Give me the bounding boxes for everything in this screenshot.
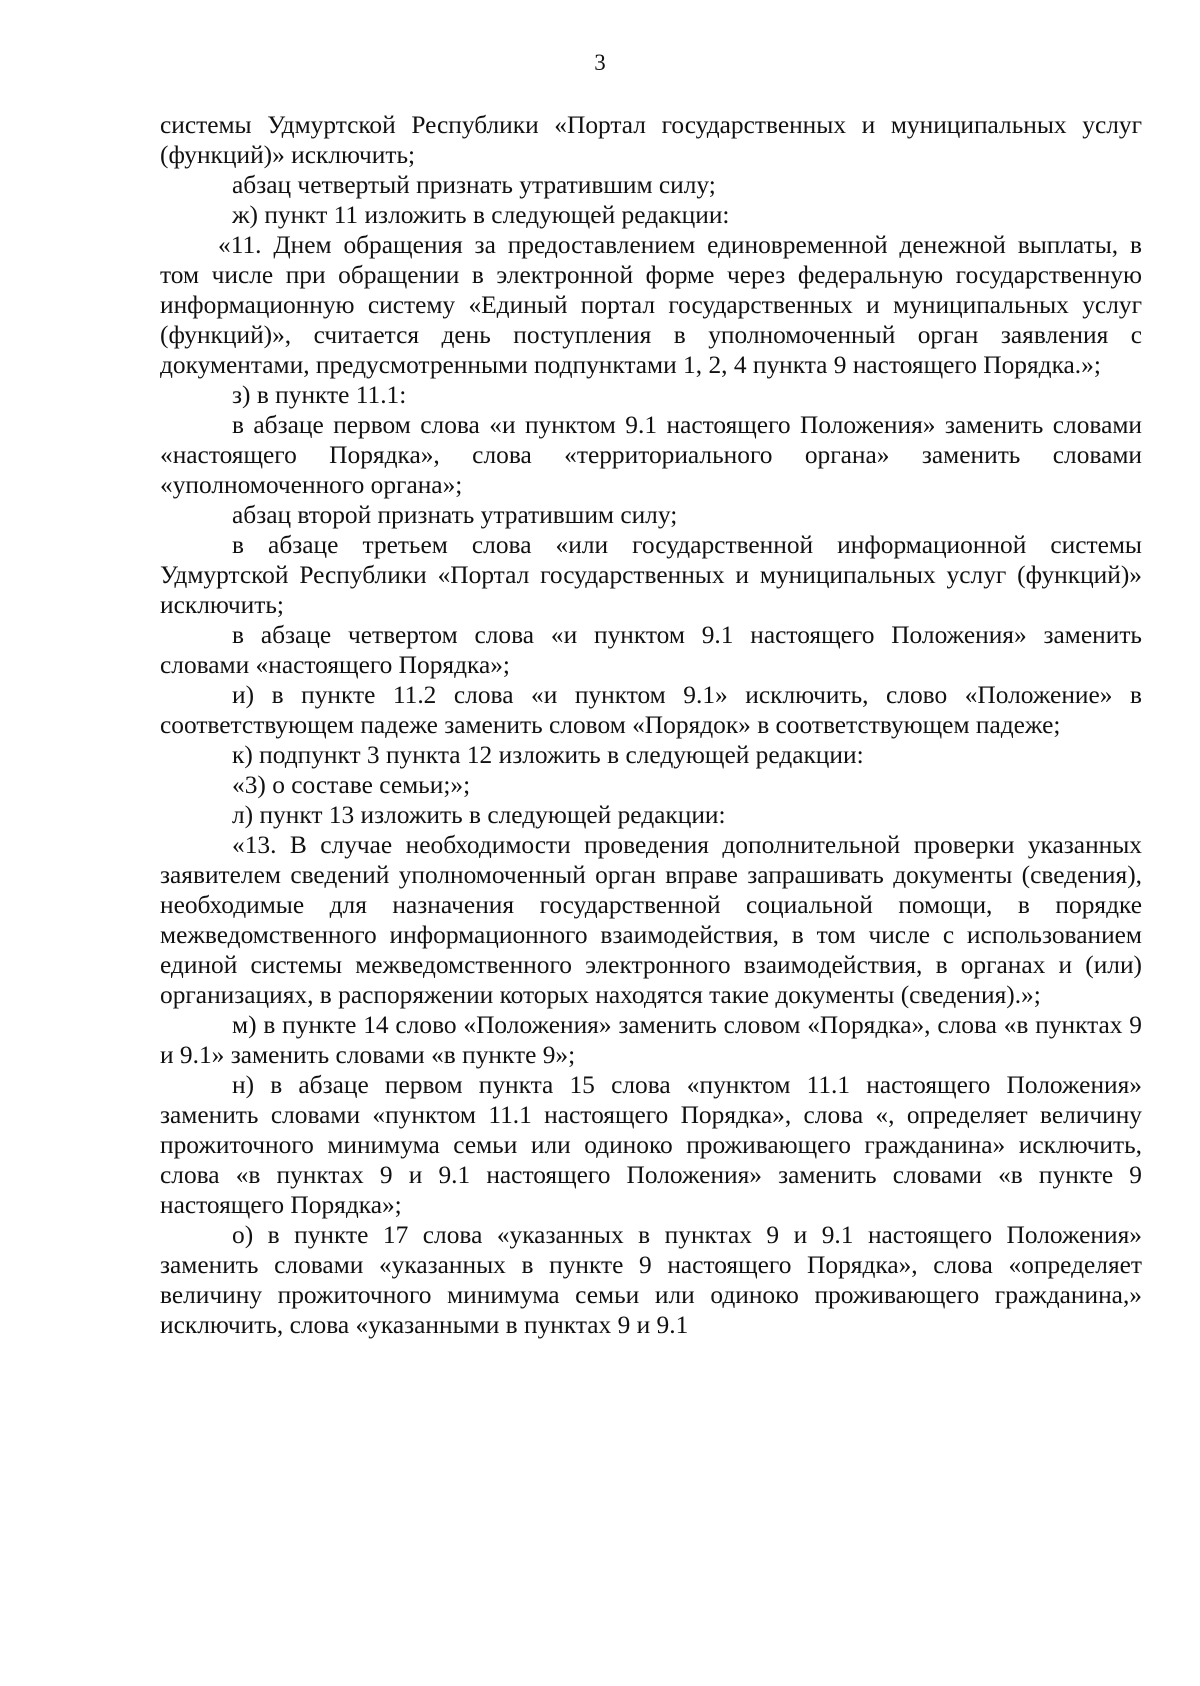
paragraph: о) в пункте 17 слова «указанных в пунктах 9 и 9.1 настоящего Положения» заменить словами «указанных в пункте 9 настоящего Порядка», слова «определяет величину прожиточного минимума семьи или одиноко проживающего гражданина,» исключить, слова «указанными в пунктах 9 и 9.1 [160, 1221, 1142, 1339]
paragraph: в абзаце третьем слова «или государственной информационной системы Удмуртской Республики «Портал государственных и муниципальных услуг (функций)» исключить; [160, 531, 1142, 619]
paragraph: абзац четвертый признать утратившим силу; [232, 171, 716, 199]
paragraph: и) в пункте 11.2 слова «и пунктом 9.1» исключить, слово «Положение» в соответствующем падеже заменить словом «Порядок» в соответствующем падеже; [160, 681, 1142, 739]
paragraph: м) в пункте 14 слово «Положения» заменить словом «Порядка», слова «в пунктах 9 и 9.1» заменить словами «в пункте 9»; [160, 1011, 1142, 1069]
page-number: 3 [594, 50, 606, 75]
paragraph: н) в абзаце первом пункта 15 слова «пунктом 11.1 настоящего Положения» заменить словами «пунктом 11.1 настоящего Порядка», слова «, определяет величину прожиточного минимума семьи или одиноко проживающего гражданина» исключить, слова «в пунктах 9 и 9.1 настоящего Положения» заменить словами «в пункте 9 настоящего Порядка»; [160, 1071, 1142, 1219]
paragraph: «13. В случае необходимости проведения дополнительной проверки указанных заявителем сведений уполномоченный орган вправе запрашивать документы (сведения), необходимые для назначения государственной социальной помощи, в порядке межведомственного информационного взаимодействия, в том числе с использованием единой системы межведомственного электронного взаимодействия, в органах и (или) организациях, в распоряжении которых находятся такие документы (сведения).»; [160, 831, 1142, 1009]
paragraph: з) в пункте 11.1: [232, 381, 407, 409]
paragraph: ж) пункт 11 изложить в следующей редакции: [232, 201, 730, 229]
paragraph: к) подпункт 3 пункта 12 изложить в следующей редакции: [232, 741, 864, 769]
paragraph: в абзаце первом слова «и пунктом 9.1 настоящего Положения» заменить словами «настоящего Порядка», слова «территориального органа» заменить словами «уполномоченного органа»; [160, 411, 1142, 499]
paragraph: л) пункт 13 изложить в следующей редакции: [232, 801, 726, 829]
document-body [160, 110, 1142, 1340]
paragraph: абзац второй признать утратившим силу; [232, 501, 678, 529]
paragraph: в абзаце четвертом слова «и пунктом 9.1 настоящего Положения» заменить словами «настоящего Порядка»; [160, 621, 1142, 679]
paragraph: системы Удмуртской Республики «Портал государственных и муниципальных услуг (функций)» исключить; [160, 111, 1142, 169]
paragraph: «3) о составе семьи;»; [232, 771, 471, 799]
paragraph: «11. Днем обращения за предоставлением единовременной денежной выплаты, в том числе при обращении в электронной форме через федеральную государственную информационную систему «Единый портал государственных и муниципальных услуг (функций)», считается день поступления в уполномоченный орган заявления с документами, предусмотренными подпунктами 1, 2, 4 пункта 9 настоящего Порядка.»; [160, 231, 1142, 379]
